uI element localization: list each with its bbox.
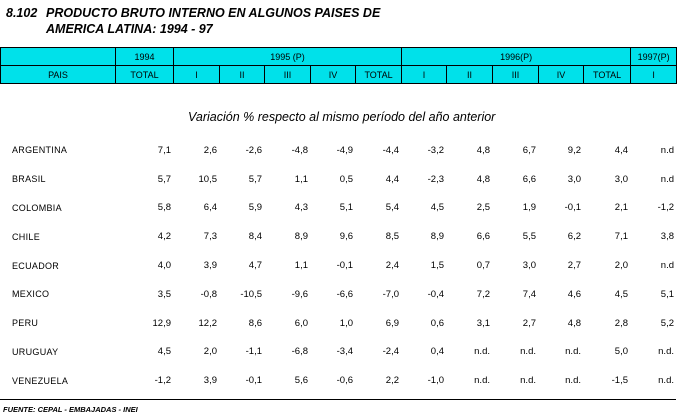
title-line-2: AMERICA LATINA: 1994 - 97 [46, 22, 213, 36]
value-cell: 5,1 [339, 202, 353, 214]
table-title [6, 5, 380, 37]
country-cell: PERU [12, 318, 39, 329]
value-cell: 4,8 [567, 317, 581, 329]
value-cell: 4,3 [294, 202, 308, 214]
value-cell: -3,2 [427, 144, 444, 156]
value-cell: 9,6 [339, 231, 353, 243]
value-cell: -10,5 [240, 288, 262, 300]
value-cell: 2,8 [614, 317, 628, 329]
value-cell: 4,4 [614, 144, 628, 156]
value-cell: 4,4 [385, 173, 399, 185]
table-row [0, 309, 676, 338]
value-cell: 4,0 [157, 260, 171, 272]
value-cell: -1,2 [657, 202, 674, 214]
value-cell: 6,9 [385, 317, 399, 329]
value-cell: 7,4 [522, 288, 536, 300]
table-row [0, 280, 676, 309]
table-row [0, 366, 676, 395]
value-cell: 3,5 [157, 288, 171, 300]
value-cell: 4,8 [476, 173, 490, 185]
source-note: FUENTE: CEPAL - EMBAJADAS - INEI [3, 405, 138, 414]
bottom-rule [0, 399, 676, 400]
country-cell: COLOMBIA [12, 202, 62, 213]
value-cell: 2,0 [614, 260, 628, 272]
value-cell: 4,7 [248, 260, 262, 272]
value-cell: 2,2 [385, 375, 399, 387]
country-cell: VENEZUELA [12, 375, 69, 386]
value-cell: 2,5 [476, 202, 490, 214]
header-period: I [174, 66, 220, 84]
value-cell: -9,6 [291, 288, 308, 300]
value-cell: 5,6 [294, 375, 308, 387]
value-cell: n.d. [565, 346, 581, 358]
header-year-1994: 1994 [116, 48, 174, 66]
value-cell: -2,4 [382, 346, 399, 358]
value-cell: 6,4 [203, 202, 217, 214]
value-cell: n.d. [658, 346, 674, 358]
value-cell: 1,0 [339, 317, 353, 329]
value-cell: n.d. [658, 375, 674, 387]
value-cell: 8,6 [248, 317, 262, 329]
value-cell: 3,1 [476, 317, 490, 329]
value-cell: 3,9 [203, 260, 217, 272]
value-cell: n.d. [474, 346, 490, 358]
value-cell: 2,7 [567, 260, 581, 272]
value-cell: 4,5 [430, 202, 444, 214]
value-cell: 2,6 [203, 144, 217, 156]
header-year-1995: 1995 (P) [174, 48, 402, 66]
value-cell: 5,7 [157, 173, 171, 185]
value-cell: 8,9 [294, 231, 308, 243]
value-cell: 3,8 [660, 231, 674, 243]
value-cell: 7,3 [203, 231, 217, 243]
value-cell: 2,0 [203, 346, 217, 358]
header-period: TOTAL [584, 66, 631, 84]
value-cell: 7,1 [614, 231, 628, 243]
value-cell: 5,4 [385, 202, 399, 214]
value-cell: -2,6 [245, 144, 262, 156]
value-cell: 6,2 [567, 231, 581, 243]
header-period: II [220, 66, 265, 84]
value-cell: -1,2 [154, 375, 171, 387]
value-cell: 6,7 [522, 144, 536, 156]
value-cell: 8,9 [430, 231, 444, 243]
value-cell: -1,0 [427, 375, 444, 387]
value-cell: 8,4 [248, 231, 262, 243]
table-row [0, 338, 676, 367]
value-cell: 5,5 [522, 231, 536, 243]
header-period: IV [539, 66, 584, 84]
value-cell: -4,4 [382, 144, 399, 156]
country-cell: MEXICO [12, 289, 50, 300]
value-cell: n.d [660, 173, 674, 185]
value-cell: 1,1 [294, 173, 308, 185]
value-cell: 5,1 [660, 288, 674, 300]
country-cell: CHILE [12, 231, 41, 242]
value-cell: -1,5 [611, 375, 628, 387]
country-cell: ECUADOR [12, 260, 60, 271]
value-cell: 10,5 [198, 173, 217, 185]
value-cell: n.d [660, 144, 674, 156]
value-cell: 5,9 [248, 202, 262, 214]
value-cell: 0,7 [476, 260, 490, 272]
table-row [0, 194, 676, 223]
value-cell: 1,5 [430, 260, 444, 272]
table-row [0, 222, 676, 251]
value-cell: 4,5 [614, 288, 628, 300]
header-period: I [631, 66, 677, 84]
value-cell: 6,6 [522, 173, 536, 185]
value-cell: 5,2 [660, 317, 674, 329]
value-cell: n.d. [565, 375, 581, 387]
data-table [0, 136, 676, 395]
title-line-1: PRODUCTO BRUTO INTERNO EN ALGUNOS PAISES DE [46, 6, 381, 20]
value-cell: 7,1 [157, 144, 171, 156]
value-cell: 4,6 [567, 288, 581, 300]
value-cell: -0,1 [564, 202, 581, 214]
value-cell: 6,6 [476, 231, 490, 243]
header-period: TOTAL [356, 66, 402, 84]
country-cell: URUGUAY [12, 346, 59, 357]
value-cell: n.d. [520, 375, 536, 387]
value-cell: 2,4 [385, 260, 399, 272]
value-cell: 12,9 [152, 317, 171, 329]
value-cell: 3,0 [522, 260, 536, 272]
header-period: I [402, 66, 447, 84]
value-cell: 8,5 [385, 231, 399, 243]
value-cell: 1,1 [294, 260, 308, 272]
country-cell: ARGENTINA [12, 145, 68, 156]
value-cell: -7,0 [382, 288, 399, 300]
header-period: II [447, 66, 493, 84]
value-cell: n.d. [474, 375, 490, 387]
value-cell: 12,2 [198, 317, 217, 329]
header-year-1996: 1996(P) [402, 48, 631, 66]
table-row [0, 165, 676, 194]
value-cell: 5,8 [157, 202, 171, 214]
table-subtitle: Variación % respecto al mismo período del año anterior [188, 110, 496, 124]
header-blank [1, 48, 116, 66]
header-period: TOTAL [116, 66, 174, 84]
value-cell: -4,8 [291, 144, 308, 156]
column-header [0, 47, 677, 84]
table-number: 8.102 [6, 6, 38, 20]
table-row [0, 136, 676, 165]
value-cell: -0,8 [200, 288, 217, 300]
value-cell: 3,9 [203, 375, 217, 387]
value-cell: 4,5 [157, 346, 171, 358]
value-cell: 0,6 [430, 317, 444, 329]
value-cell: 7,2 [476, 288, 490, 300]
value-cell: -6,6 [336, 288, 353, 300]
value-cell: -1,1 [245, 346, 262, 358]
value-cell: 2,7 [522, 317, 536, 329]
value-cell: -0,1 [336, 260, 353, 272]
value-cell: -3,4 [336, 346, 353, 358]
value-cell: -2,3 [427, 173, 444, 185]
value-cell: -4,9 [336, 144, 353, 156]
value-cell: n.d [660, 260, 674, 272]
header-period: III [493, 66, 539, 84]
value-cell: 0,4 [430, 346, 444, 358]
country-cell: BRASIL [12, 174, 46, 185]
value-cell: 9,2 [567, 144, 581, 156]
value-cell: 3,0 [567, 173, 581, 185]
value-cell: n.d. [520, 346, 536, 358]
header-period: III [265, 66, 311, 84]
value-cell: 6,0 [294, 317, 308, 329]
value-cell: 5,7 [248, 173, 262, 185]
value-cell: -0,4 [427, 288, 444, 300]
header-period: IV [311, 66, 356, 84]
value-cell: -0,1 [245, 375, 262, 387]
header-pais: PAIS [1, 66, 116, 84]
header-year-1997: 1997(P) [631, 48, 677, 66]
value-cell: 5,0 [614, 346, 628, 358]
value-cell: 3,0 [614, 173, 628, 185]
value-cell: -6,8 [291, 346, 308, 358]
value-cell: 4,2 [157, 231, 171, 243]
value-cell: 1,9 [522, 202, 536, 214]
value-cell: 2,1 [614, 202, 628, 214]
table-row [0, 251, 676, 280]
value-cell: 0,5 [339, 173, 353, 185]
value-cell: 4,8 [476, 144, 490, 156]
value-cell: -0,6 [336, 375, 353, 387]
